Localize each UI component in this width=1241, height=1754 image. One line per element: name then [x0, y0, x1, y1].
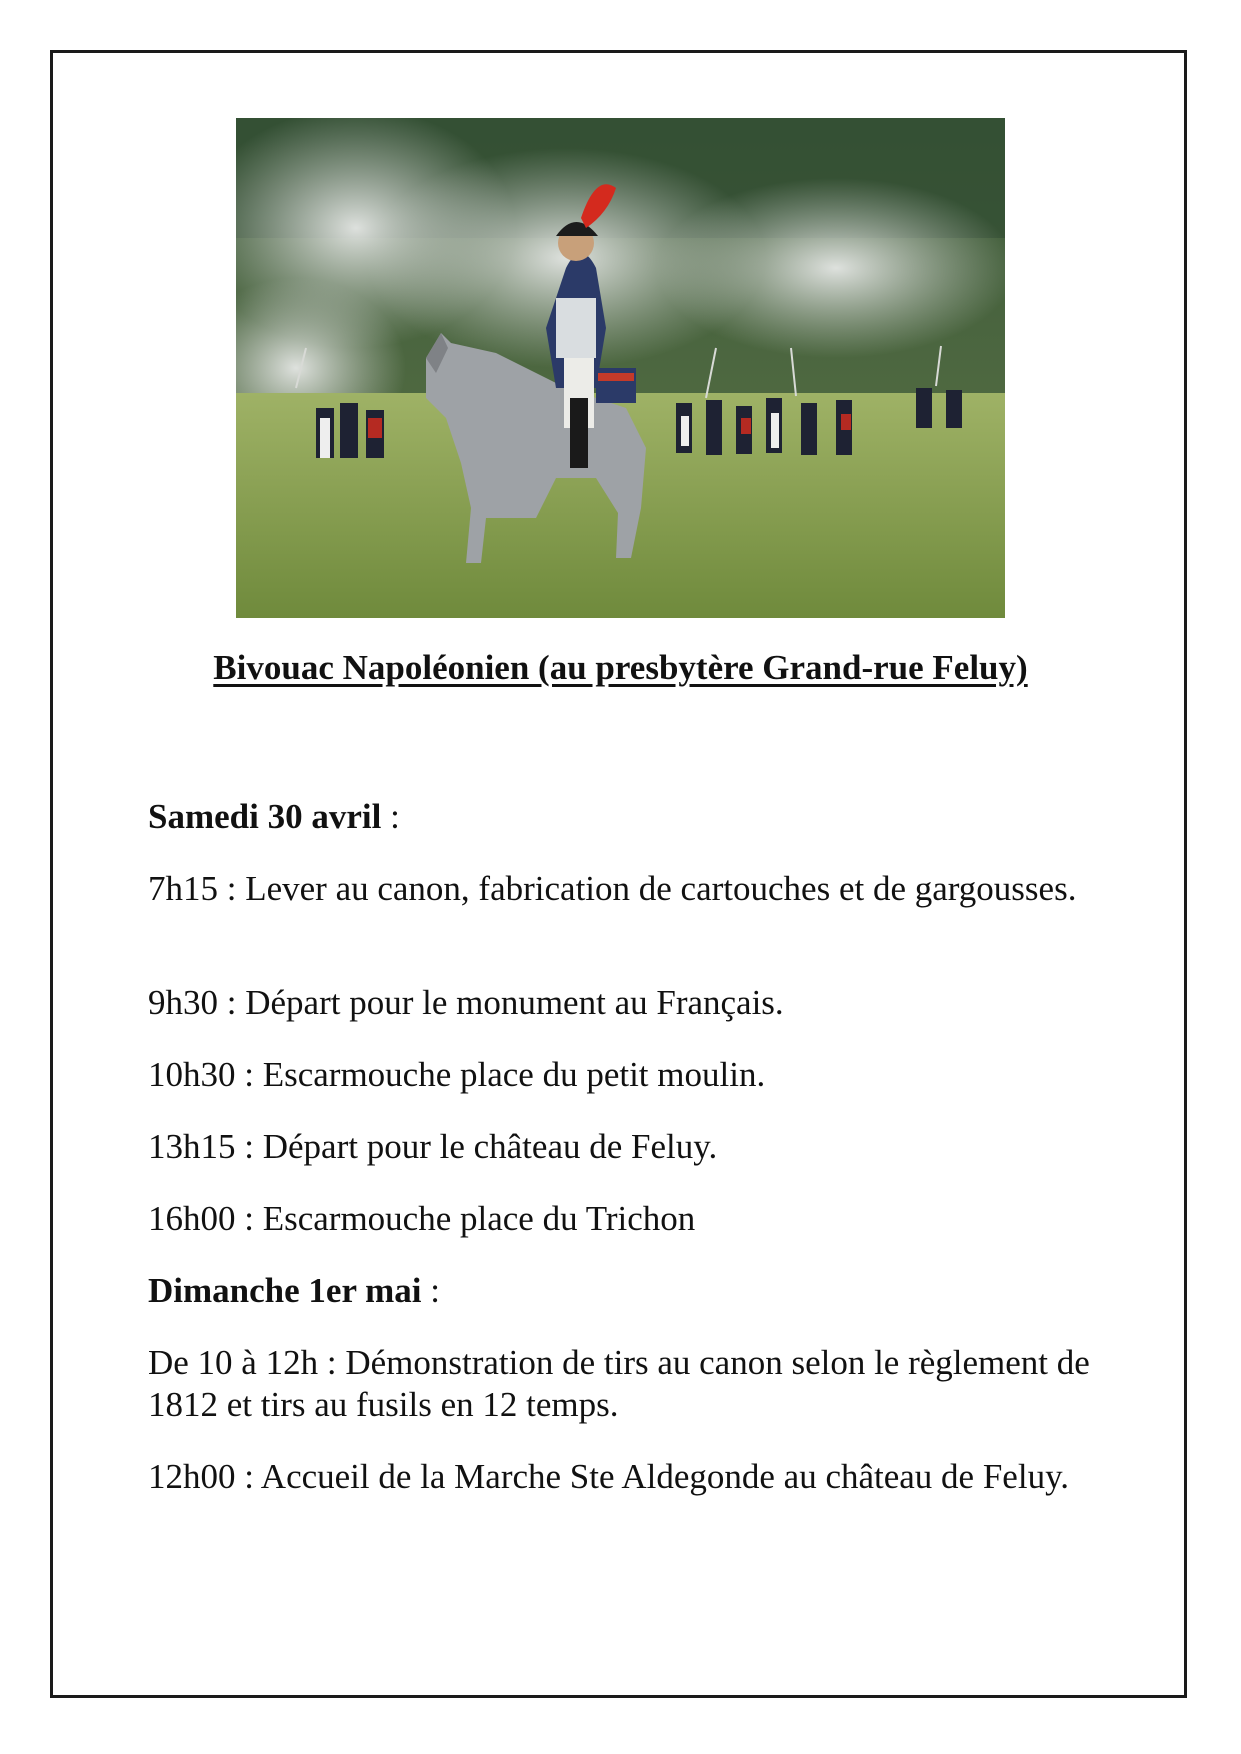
- saturday-colon: :: [381, 797, 400, 836]
- sunday-colon: :: [421, 1271, 440, 1310]
- saturday-item-3: 10h30 : Escarmouche place du petit moulin.: [148, 1055, 766, 1094]
- saturday-item-1: 7h15 : Lever au canon, fabrication de cartouches et de gargousses.: [148, 869, 1077, 908]
- sunday-item-1: De 10 à 12h : Démonstration de tirs au canon selon le règlement de 1812 et tirs au fusils en 12 temps.: [148, 1343, 1090, 1424]
- saturday-item-5: 16h00 : Escarmouche place du Trichon: [148, 1199, 696, 1238]
- sunday-day: Dimanche 1er mai: [148, 1271, 422, 1310]
- sunday-heading: [148, 1270, 1098, 1312]
- sunday-item-2: 12h00 : Accueil de la Marche Ste Aldegonde au château de Feluy.: [148, 1457, 1070, 1496]
- saturday-item-2: 9h30 : Départ pour le monument au Français.: [148, 983, 784, 1022]
- event-title: Bivouac Napoléonien (au presbytère Grand-rue Feluy): [213, 648, 1028, 687]
- saturday-item-4: 13h15 : Départ pour le château de Feluy.: [148, 1127, 718, 1166]
- saturday-day: Samedi 30 avril: [148, 797, 382, 836]
- saturday-heading: [148, 796, 1098, 838]
- cavalryman-photo: [236, 118, 1005, 618]
